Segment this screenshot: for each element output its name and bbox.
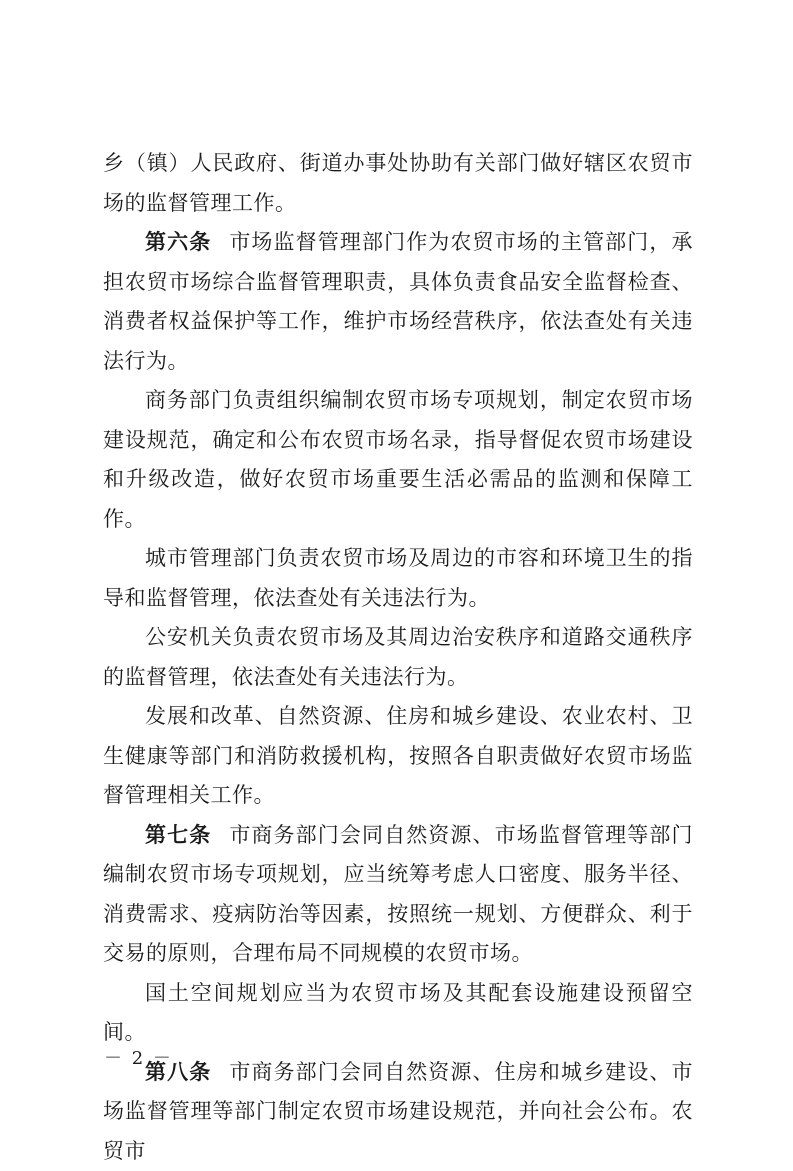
- paragraph-public-security: [103, 618, 693, 697]
- paragraph-other-departments: [103, 697, 693, 816]
- article-seven: [103, 816, 693, 974]
- paragraph-spatial-planning: [103, 974, 693, 1053]
- paragraph-text: 市商务部门会同自然资源、市场监督管理等部门编制农贸市场专项规划，应当统筹考虑人口密度、服务半径、消费需求、疫病防治等因素，按照统一规划、方便群众、利于交易的原则，合理布局不同规模的农贸市场。: [103, 823, 693, 966]
- document-body: [103, 144, 693, 1171]
- paragraph-text: 城市管理部门负责农贸市场及周边的市容和环境卫生的指导和监督管理，依法查处有关违法行为。: [103, 546, 693, 610]
- article-eight: [103, 1053, 693, 1171]
- page-number: － 2 －: [104, 1044, 173, 1070]
- paragraph-urban-management: [103, 539, 693, 618]
- article-six: [103, 223, 693, 381]
- paragraph-continuation: [103, 144, 693, 223]
- article-heading: 第六条: [145, 230, 211, 254]
- paragraph-commerce-dept: [103, 381, 693, 539]
- paragraph-text: 市商务部门会同自然资源、住房和城乡建设、市场监督管理等部门制定农贸市场建设规范，并向社会公布。农贸市: [103, 1060, 693, 1163]
- paragraph-text: 国土空间规划应当为农贸市场及其配套设施建设预留空间。: [103, 981, 693, 1045]
- article-heading: 第七条: [145, 823, 211, 847]
- paragraph-text: 乡（镇）人民政府、街道办事处协助有关部门做好辖区农贸市场的监督管理工作。: [103, 151, 693, 215]
- paragraph-text: 发展和改革、自然资源、住房和城乡建设、农业农村、卫生健康等部门和消防救援机构，按照各自职责做好农贸市场监督管理相关工作。: [103, 704, 693, 807]
- paragraph-text: 市场监督管理部门作为农贸市场的主管部门，承担农贸市场综合监督管理职责，具体负责食品安全监督检查、消费者权益保护等工作，维护市场经营秩序，依法查处有关违法行为。: [103, 230, 693, 373]
- paragraph-text: 公安机关负责农贸市场及其周边治安秩序和道路交通秩序的监督管理，依法查处有关违法行为。: [103, 625, 693, 689]
- article-heading: 第八条: [145, 1060, 211, 1084]
- paragraph-text: 商务部门负责组织编制农贸市场专项规划，制定农贸市场建设规范，确定和公布农贸市场名录，指导督促农贸市场建设和升级改造，做好农贸市场重要生活必需品的监测和保障工作。: [103, 388, 693, 531]
